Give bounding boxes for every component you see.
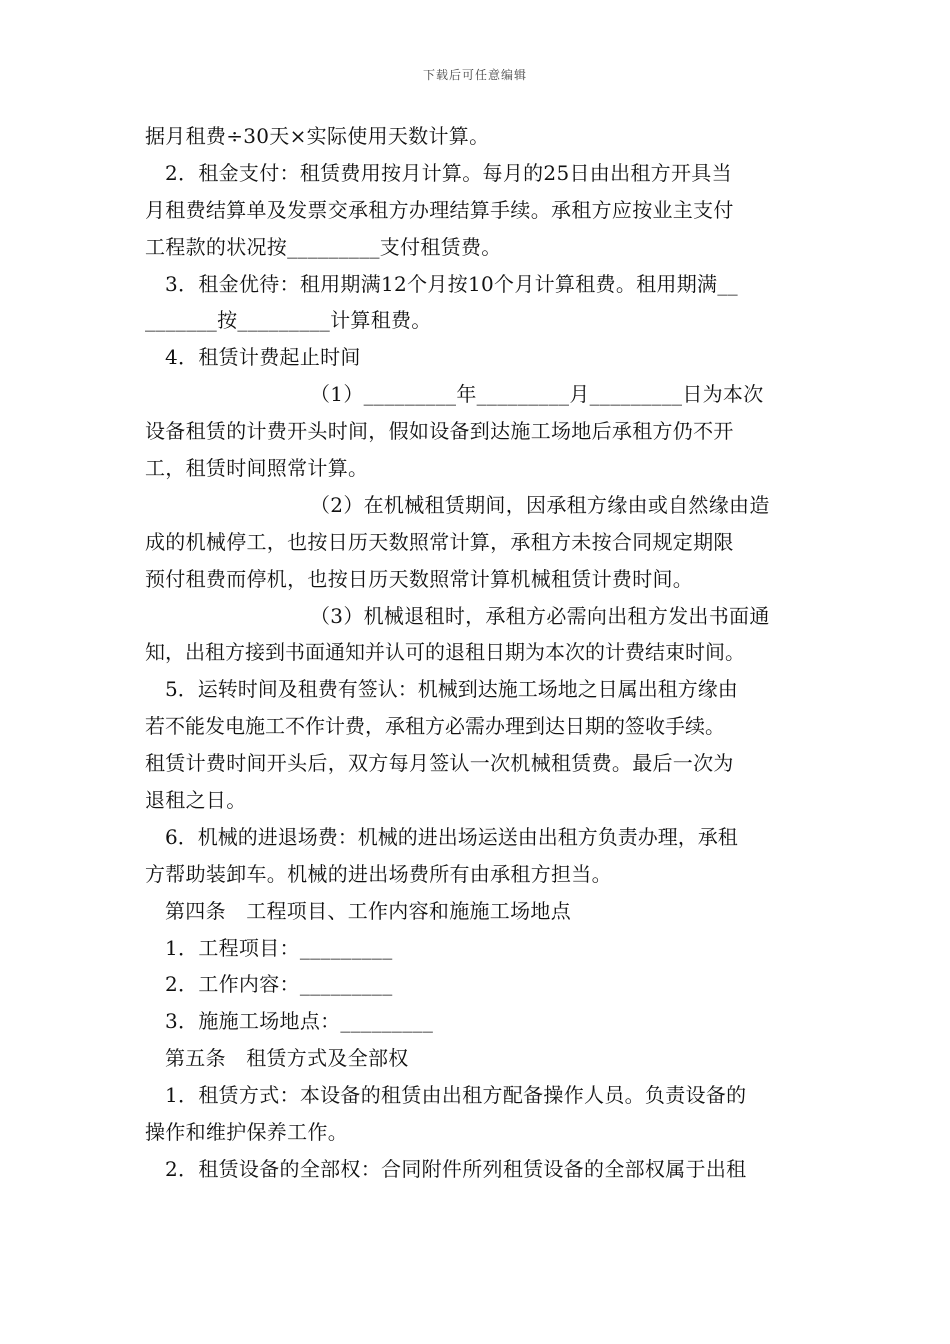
text-line: _______按_________计算租费。	[145, 308, 432, 333]
article-4-heading: 第四条 工程项目、工作内容和施施工场地点	[165, 898, 571, 923]
subclause-4-2: （2）在机械租赁期间，因承租方缘由或自然缘由造	[310, 492, 770, 517]
text-line: 工程款的状况按_________支付租赁费。	[145, 234, 502, 259]
subclause-4-3: （3）机械退租时，承租方必需向出租方发出书面通	[310, 603, 770, 628]
text-line: 设备租赁的计费开头时间，假如设备到达施工场地后承租方仍不开	[145, 419, 734, 444]
text-line: 工，租赁时间照常计算。	[145, 456, 369, 481]
text-line: 方帮助装卸车。机械的进出场费所有由承租方担当。	[145, 861, 612, 886]
text-line: 成的机械停工，也按日历天数照常计算，承租方未按合同规定期限	[145, 529, 734, 554]
clause-4-billing-period: 4．租赁计费起止时间	[165, 345, 361, 370]
article-5-item-1: 1．租赁方式：本设备的租赁由出租方配备操作人员。负责设备的	[165, 1083, 747, 1108]
document-body	[145, 118, 810, 1188]
article-4-item-3: 3．施施工场地点：_________	[165, 1009, 434, 1034]
text-line: 据月租费÷30天×实际使用天数计算。	[145, 124, 490, 148]
page-header: 下载后可任意编辑	[422, 68, 527, 82]
text-line: 若不能发电施工不作计费，承租方必需办理到达日期的签收手续。	[145, 714, 725, 739]
text-line: 预付租费而停机，也按日历天数照常计算机械租赁计费时间。	[145, 566, 694, 591]
clause-3-rent-discount: 3．租金优待：租用期满12个月按10个月计算租费。租用期满__	[165, 271, 738, 296]
text-line: 租赁计费时间开头后，双方每月签认一次机械租赁费。最后一次为	[145, 751, 734, 776]
text-line: 退租之日。	[145, 788, 247, 813]
clause-6-site-entry-fee: 6．机械的进退场费：机械的进出场运送由出租方负责办理，承租	[165, 824, 738, 849]
text-line: 操作和维护保养工作。	[145, 1120, 348, 1145]
clause-2-rent-payment: 2．租金支付：租赁费用按月计算。每月的25日由出租方开具当	[165, 160, 732, 185]
article-4-item-1: 1．工程项目：_________	[165, 935, 393, 960]
article-5-item-2: 2．租赁设备的全部权：合同附件所列租赁设备的全部权属于出租	[165, 1156, 747, 1181]
subclause-4-1: （1）_________年_________月_________日为本次	[310, 382, 764, 407]
article-4-item-2: 2．工作内容：_________	[165, 972, 393, 997]
clause-5-operation-signoff: 5．运转时间及租费有签认：机械到达施工场地之日属出租方缘由	[165, 677, 738, 702]
text-line: 知，出租方接到书面通知并认可的退租日期为本次的计费结束时间。	[145, 640, 745, 665]
text-line: 月租费结算单及发票交承租方办理结算手续。承租方应按业主支付	[145, 197, 734, 222]
article-5-heading: 第五条 租赁方式及全部权	[165, 1046, 409, 1071]
